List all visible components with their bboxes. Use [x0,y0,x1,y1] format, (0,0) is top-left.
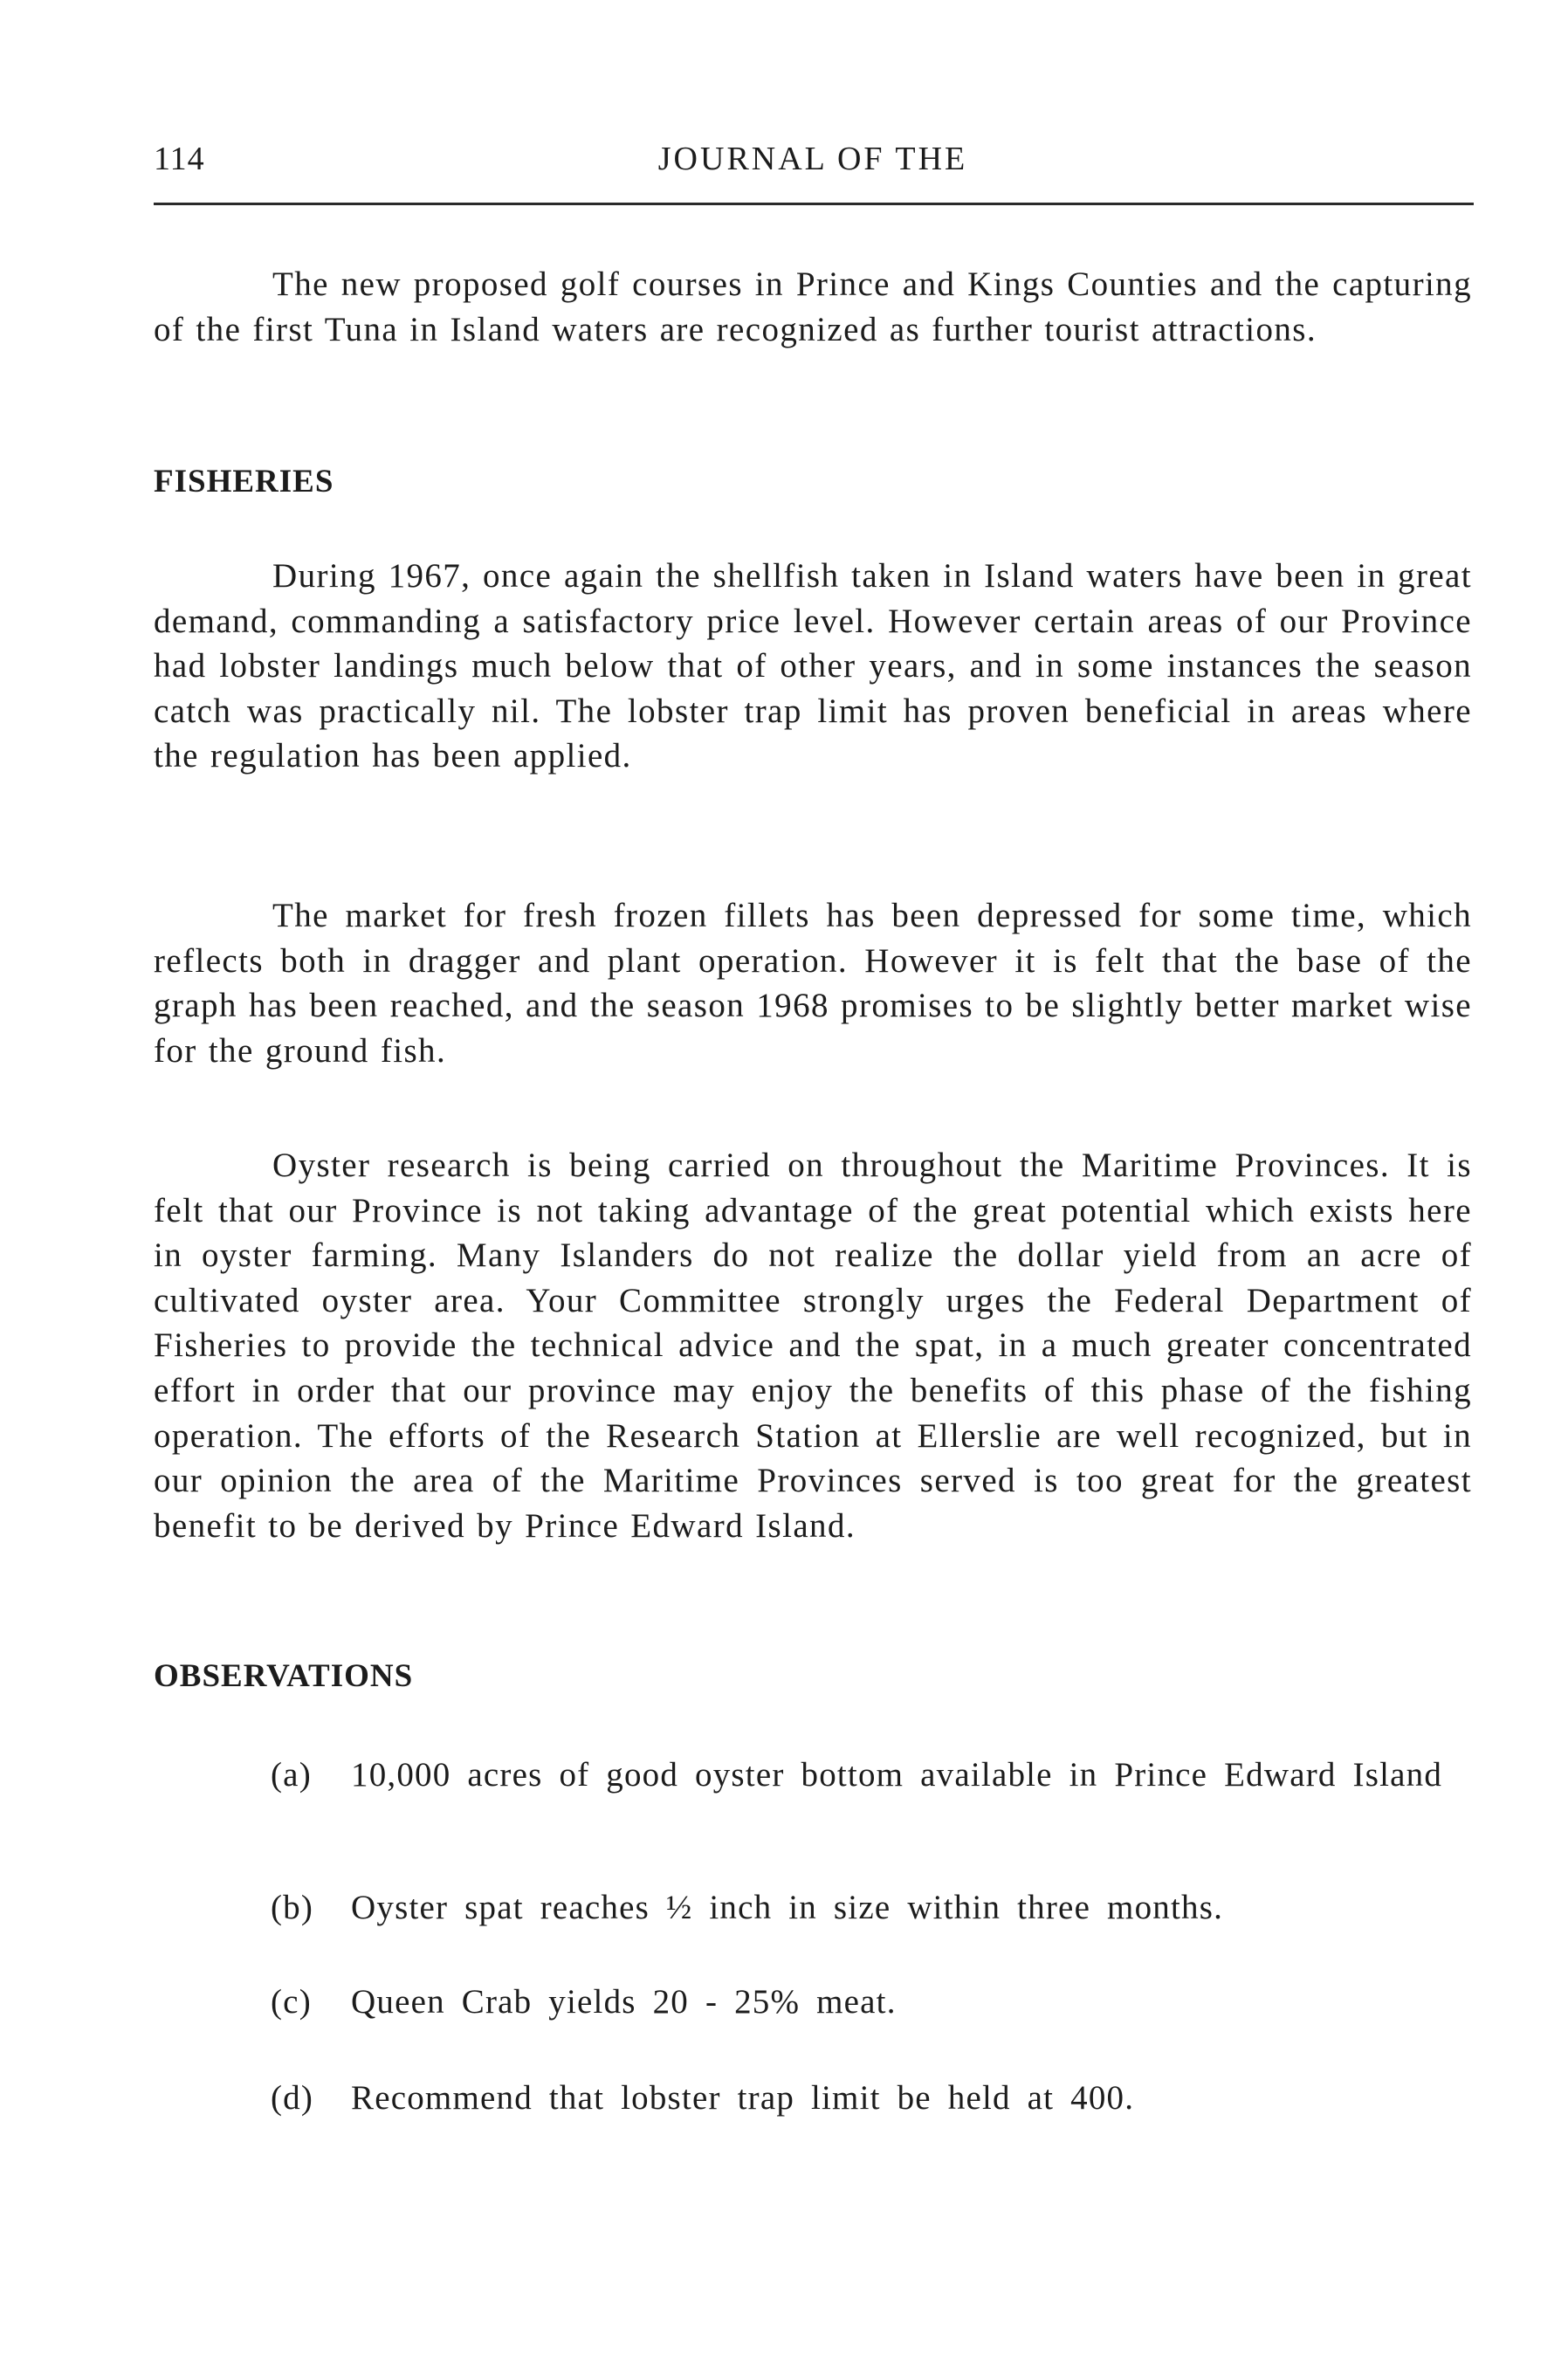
observations-heading: OBSERVATIONS [154,1658,414,1694]
fisheries-paragraph-3: Oyster research is being carried on throughout the Maritime Provinces. It is felt that our Province is not taking advantage of the great potential which exists here in oyster farming. Many Islanders do not realize the dollar yield from an acre of cultivated oyster area. Your Committee strongly urges the Federal Department of Fisheries to provide the technical advice and the spat, in a much greater concentrated effort in order that our province may enjoy the benefits of this phase of the fishing operation. The efforts of the Research Station at Ellerslie are well recognized, but in our opinion the area of the Maritime Provinces served is too great for the greatest benefit to be derived by Prince Edward Island. [154,1147,1472,1545]
journal-title: JOURNAL OF THE [657,141,968,177]
running-header [154,140,1472,192]
page-number: 114 [154,141,205,177]
observation-marker: (c) [271,1983,312,2021]
observation-text: Oyster spat reaches ½ inch in size within three months. [351,1889,1224,1926]
observation-marker: (a) [271,1756,312,1794]
intro-paragraph: The new proposed golf courses in Prince and Kings Counties and the capturing of the first Tuna in Island waters are recognized as further tourist attractions. [154,265,1472,348]
observation-marker: (d) [271,2079,314,2117]
fisheries-heading: FISHERIES [154,464,334,499]
fisheries-paragraph-1: During 1967, once again the shellfish taken in Island waters have been in great demand, commanding a satisfactory price level. However certain areas of our Province had lobster landings much below that of other years, and in some instances the season catch was practically nil. The lobster trap limit has proven beneficial in areas where the regulation has been applied. [154,557,1472,775]
fisheries-paragraph-2: The market for fresh frozen fillets has been depressed for some time, which reflects both in dragger and plant operation. However it is felt that the base of the graph has been reached, and the season 1968 promises to be slightly better market wise for the ground fish. [154,897,1472,1070]
header-rule [154,203,1474,205]
observation-text: Queen Crab yields 20 - 25% meat. [351,1983,897,2021]
observation-text: 10,000 acres of good oyster bottom available in Prince Edward Island [351,1756,1443,1794]
observation-marker: (b) [271,1889,314,1926]
observation-text: Recommend that lobster trap limit be held at 400. [351,2079,1135,2117]
